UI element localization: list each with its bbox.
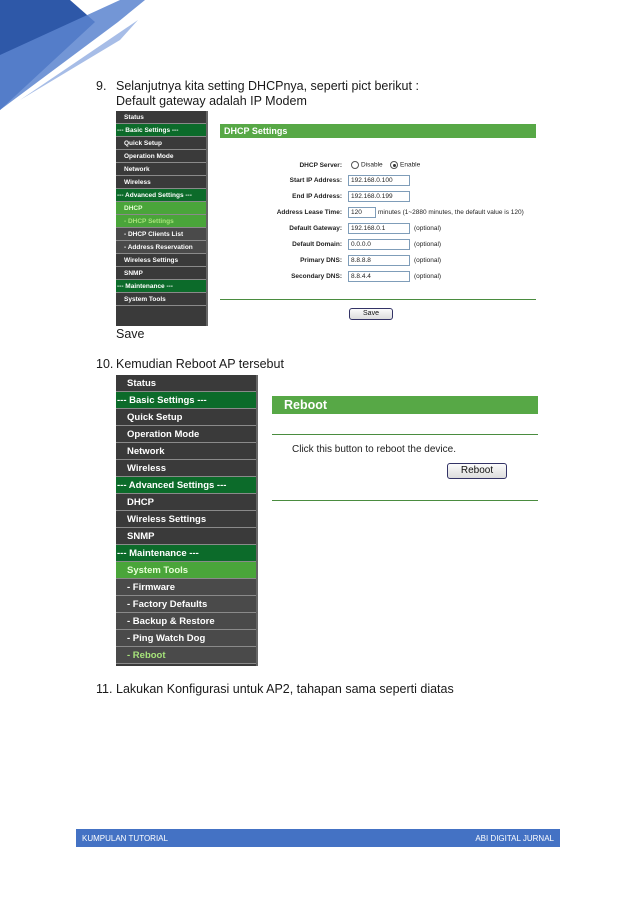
dhcp-enable-option[interactable] xyxy=(390,161,420,169)
menu-item-network[interactable]: Network xyxy=(116,443,256,460)
router-sidebar-menu xyxy=(116,111,208,326)
menu-item-snmp[interactable]: SNMP xyxy=(116,267,206,280)
menu-section-advanced: --- Advanced Settings --- xyxy=(116,477,256,494)
disable-label: Disable xyxy=(361,161,383,169)
field-label: End IP Address: xyxy=(292,193,342,200)
menu-item-dhcp[interactable]: DHCP xyxy=(116,202,206,215)
reboot-message: Click this button to reboot the device. xyxy=(292,444,456,455)
menu-section-advanced: --- Advanced Settings --- xyxy=(116,189,206,202)
field-label: Primary DNS: xyxy=(300,257,342,264)
step-text: Kemudian Reboot AP tersebut xyxy=(116,357,284,371)
menu-item-system-tools[interactable]: System Tools xyxy=(116,562,256,579)
divider-top xyxy=(272,434,538,435)
field-label: Address Lease Time: xyxy=(276,209,342,216)
menu-item-quick-setup[interactable]: Quick Setup xyxy=(116,137,206,150)
router-sidebar-menu xyxy=(116,375,258,666)
menu-item-wireless[interactable]: Wireless xyxy=(116,460,256,477)
footer-left-text: KUMPULAN TUTORIAL xyxy=(82,834,168,843)
menu-item-wireless-settings[interactable]: Wireless Settings xyxy=(116,254,206,267)
save-button[interactable]: Save xyxy=(349,308,393,320)
save-caption: Save xyxy=(116,327,145,341)
menu-section-basic: --- Basic Settings --- xyxy=(116,124,206,137)
menu-item-quick-setup[interactable]: Quick Setup xyxy=(116,409,256,426)
radio-enable-icon[interactable] xyxy=(390,161,398,169)
field-label: Default Domain: xyxy=(292,241,342,248)
footer-right-text: ABI DIGITAL JURNAL xyxy=(475,834,554,843)
menu-item-operation-mode[interactable]: Operation Mode xyxy=(116,426,256,443)
dhcp-disable-option[interactable] xyxy=(351,161,383,169)
primary-dns-input[interactable]: 8.8.8.8 xyxy=(348,255,410,266)
secondary-dns-input[interactable]: 8.8.4.4 xyxy=(348,271,410,282)
menu-section-maintenance: --- Maintenance --- xyxy=(116,545,256,562)
menu-item-snmp[interactable]: SNMP xyxy=(116,528,256,545)
page-title: Reboot xyxy=(272,396,538,414)
menu-item-network[interactable]: Network xyxy=(116,163,206,176)
optional-note: (optional) xyxy=(414,241,442,248)
menu-item-factory-defaults[interactable]: - Factory Defaults xyxy=(116,596,256,613)
menu-section-maintenance: --- Maintenance --- xyxy=(116,280,206,293)
optional-note: (optional) xyxy=(414,225,442,232)
menu-item-reboot[interactable]: - Reboot xyxy=(116,647,256,664)
menu-item-dhcp-clients[interactable]: - DHCP Clients List xyxy=(116,228,206,241)
menu-item-dhcp-settings[interactable]: - DHCP Settings xyxy=(116,215,206,228)
step-number: 10. xyxy=(96,357,114,371)
reboot-button[interactable]: Reboot xyxy=(447,463,507,479)
menu-item-dhcp[interactable]: DHCP xyxy=(116,494,256,511)
step-text: Lakukan Konfigurasi untuk AP2, tahapan sama seperti diatas xyxy=(116,682,454,696)
lease-time-note: minutes (1~2880 minutes, the default value is 120) xyxy=(378,209,524,216)
start-ip-input[interactable]: 192.168.0.100 xyxy=(348,175,410,186)
menu-item-wireless[interactable]: Wireless xyxy=(116,176,206,189)
step-text: Selanjutnya kita setting DHCPnya, seperti pict berikut : xyxy=(116,79,419,93)
menu-item-status[interactable]: Status xyxy=(116,111,206,124)
radio-disable-icon[interactable] xyxy=(351,161,359,169)
dhcp-settings-screenshot xyxy=(116,111,536,326)
lease-time-input[interactable]: 120 xyxy=(348,207,376,218)
page-footer xyxy=(76,829,560,847)
reboot-screenshot xyxy=(116,375,538,666)
default-domain-input[interactable]: 0.0.0.0 xyxy=(348,239,410,250)
end-ip-input[interactable]: 192.168.0.199 xyxy=(348,191,410,202)
step-text-line2: Default gateway adalah IP Modem xyxy=(116,94,307,108)
menu-section-basic: --- Basic Settings --- xyxy=(116,392,256,409)
divider-bottom xyxy=(272,500,538,501)
menu-item-operation-mode[interactable]: Operation Mode xyxy=(116,150,206,163)
dhcp-server-label: DHCP Server: xyxy=(299,162,342,169)
menu-item-status[interactable]: Status xyxy=(116,375,256,392)
menu-item-firmware[interactable]: - Firmware xyxy=(116,579,256,596)
menu-item-ping-watch-dog[interactable]: - Ping Watch Dog xyxy=(116,630,256,647)
field-label: Start IP Address: xyxy=(289,177,342,184)
divider xyxy=(220,299,536,300)
menu-item-backup-restore[interactable]: - Backup & Restore xyxy=(116,613,256,630)
menu-item-address-reservation[interactable]: - Address Reservation xyxy=(116,241,206,254)
enable-label: Enable xyxy=(400,161,421,169)
optional-note: (optional) xyxy=(414,273,442,280)
field-label: Default Gateway: xyxy=(289,225,342,232)
step-number: 9. xyxy=(96,79,107,93)
optional-note: (optional) xyxy=(414,257,442,264)
field-label: Secondary DNS: xyxy=(291,273,342,280)
page-title: DHCP Settings xyxy=(220,124,536,138)
menu-item-wireless-settings[interactable]: Wireless Settings xyxy=(116,511,256,528)
default-gateway-input[interactable]: 192.168.0.1 xyxy=(348,223,410,234)
menu-item-system-tools[interactable]: System Tools xyxy=(116,293,206,306)
step-number: 11. xyxy=(96,682,113,696)
